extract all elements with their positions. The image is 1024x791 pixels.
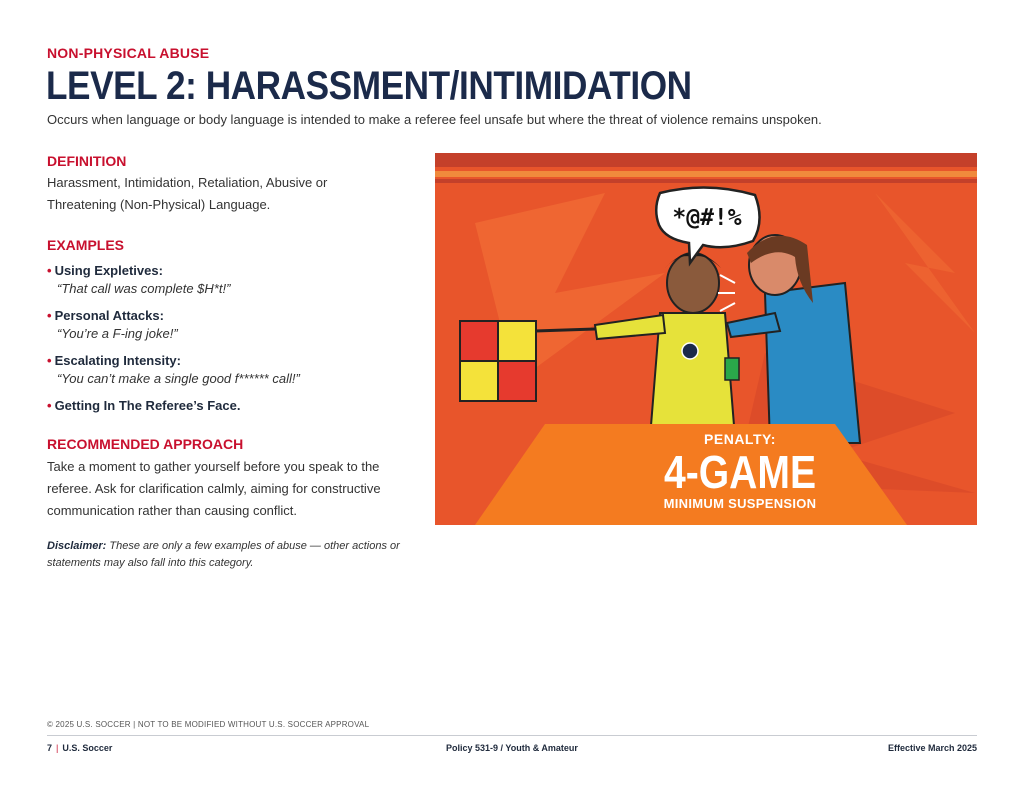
section-kicker: NON-PHYSICAL ABUSE — [47, 45, 210, 61]
disclaimer — [47, 538, 417, 572]
intro-text: Occurs when language or body language is intended to make a referee feel unsafe but where the threat of violence remains unspoken. — [47, 112, 822, 127]
footer-effective-date: Effective March 2025 — [887, 743, 977, 753]
penalty-subtitle: MINIMUM SUSPENSION — [663, 496, 817, 511]
bullet-icon: • — [47, 398, 52, 413]
footer-policy: Policy 531-9 / Youth & Amateur — [446, 743, 578, 753]
examples-heading: EXAMPLES — [47, 237, 125, 253]
list-item — [47, 262, 417, 298]
speech-bubble-text: *@#!% — [672, 205, 742, 231]
page-number: 7 — [47, 743, 53, 753]
examples-list — [47, 262, 417, 424]
approach-text: Take a moment to gather yourself before you speak to the referee. Ask for clarification calmly, aiming for constructive communication rather than causing conflict. — [47, 459, 381, 518]
bullet-icon: • — [47, 263, 52, 278]
example-label: Escalating Intensity: — [54, 353, 181, 368]
footer-left — [47, 743, 112, 753]
penalty-label: PENALTY: — [704, 431, 776, 447]
penalty-value: 4-GAME — [663, 446, 817, 498]
list-item — [47, 397, 417, 415]
definition-text: Harassment, Intimidation, Retaliation, Abusive or Threatening (Non-Physical) Language. — [47, 175, 328, 212]
footer-org: U.S. Soccer — [62, 743, 113, 753]
disclaimer-text: These are only a few examples of abuse — other actions or statements may also fall into this category. — [47, 540, 400, 569]
definition-heading: DEFINITION — [47, 153, 127, 169]
example-quote: “You’re a F-ing joke!” — [57, 326, 178, 341]
footer-divider — [47, 735, 977, 736]
list-item — [47, 307, 417, 343]
example-quote: “That call was complete $H*t!” — [57, 281, 231, 296]
disclaimer-label: Disclaimer: — [47, 540, 107, 552]
bullet-icon: • — [47, 308, 52, 323]
example-label: Using Expletives: — [54, 263, 163, 278]
approach-heading: RECOMMENDED APPROACH — [47, 436, 244, 452]
copyright-notice: © 2025 U.S. SOCCER | NOT TO BE MODIFIED WITHOUT U.S. SOCCER APPROVAL — [47, 720, 370, 729]
example-quote: “You can’t make a single good f****** call!” — [57, 371, 300, 386]
example-label: Personal Attacks: — [54, 308, 164, 323]
list-item — [47, 352, 417, 388]
example-label: Getting In The Referee’s Face. — [54, 398, 241, 413]
page-title: LEVEL 2: HARASSMENT/INTIMIDATION — [46, 64, 692, 108]
penalty-illustration — [435, 153, 977, 525]
footer-separator: | — [56, 743, 59, 753]
bullet-icon: • — [47, 353, 52, 368]
